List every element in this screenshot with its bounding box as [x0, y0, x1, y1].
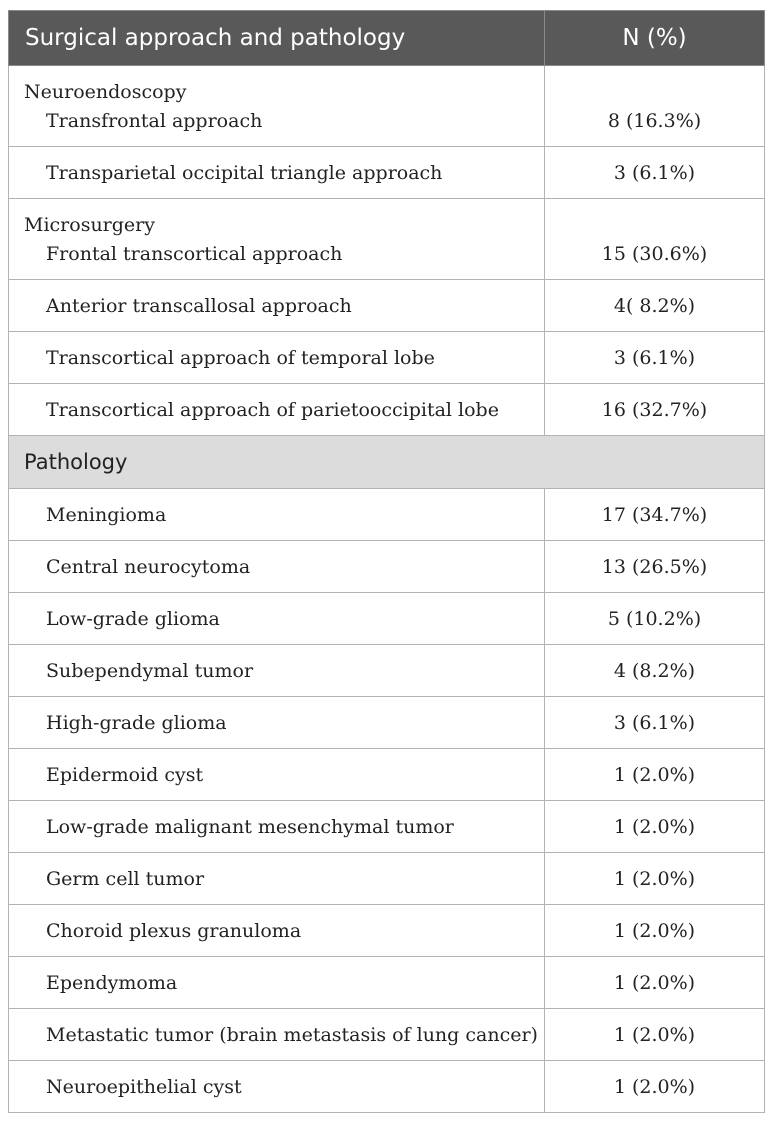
row-value: 1 (2.0%) — [545, 905, 765, 957]
table-row — [9, 489, 765, 541]
row-label: Subependymal tumor — [9, 645, 545, 697]
row-value: 17 (34.7%) — [545, 489, 765, 541]
table-row — [9, 697, 765, 749]
row-label: Transfrontal approach — [46, 110, 263, 132]
table-row — [9, 749, 765, 801]
table-row — [9, 384, 765, 436]
table-row — [9, 541, 765, 593]
row-label: Low-grade glioma — [9, 593, 545, 645]
table-row — [9, 905, 765, 957]
row-value: 4( 8.2%) — [545, 280, 765, 332]
table-row — [9, 147, 765, 199]
row-value: 8 (16.3%) — [607, 110, 702, 132]
row-label: Frontal transcortical approach — [46, 243, 343, 265]
section-row-pathology — [9, 436, 765, 489]
row-value: 13 (26.5%) — [545, 541, 765, 593]
row-value: 5 (10.2%) — [545, 593, 765, 645]
section-label-pathology: Pathology — [9, 436, 765, 489]
row-label: Germ cell tumor — [9, 853, 545, 905]
row-value: 15 (30.6%) — [601, 243, 708, 265]
group-cell — [9, 66, 545, 147]
table-row — [9, 593, 765, 645]
table-row — [9, 645, 765, 697]
row-label: Central neurocytoma — [9, 541, 545, 593]
row-value: 3 (6.1%) — [545, 147, 765, 199]
group-row-neuroendoscopy — [9, 66, 765, 147]
row-label: Anterior transcallosal approach — [9, 280, 545, 332]
group-cell — [9, 199, 545, 280]
row-value: 3 (6.1%) — [545, 332, 765, 384]
table-row — [9, 801, 765, 853]
table-row — [9, 1061, 765, 1113]
row-value: 3 (6.1%) — [545, 697, 765, 749]
row-label: Ependymoma — [9, 957, 545, 1009]
table-row — [9, 1009, 765, 1061]
row-value: 1 (2.0%) — [545, 853, 765, 905]
row-value: 4 (8.2%) — [545, 645, 765, 697]
table-header-row — [9, 11, 765, 66]
row-value: 1 (2.0%) — [545, 957, 765, 1009]
table-row — [9, 332, 765, 384]
header-n-percent: N (%) — [545, 11, 765, 66]
row-value: 1 (2.0%) — [545, 1061, 765, 1113]
pathology-rows — [9, 489, 765, 1113]
row-label: Choroid plexus granuloma — [9, 905, 545, 957]
group-label-neuroendoscopy: Neuroendoscopy — [24, 81, 187, 103]
row-label: Neuroepithelial cyst — [9, 1061, 545, 1113]
table-row — [9, 957, 765, 1009]
group-label-microsurgery: Microsurgery — [24, 214, 155, 236]
row-value: 1 (2.0%) — [545, 749, 765, 801]
row-label: Transcortical approach of temporal lobe — [9, 332, 545, 384]
row-label: Metastatic tumor (brain metastasis of lung cancer) — [9, 1009, 545, 1061]
header-approach-pathology: Surgical approach and pathology — [9, 11, 545, 66]
row-value: 1 (2.0%) — [545, 1009, 765, 1061]
row-label: Meningioma — [9, 489, 545, 541]
row-label: High-grade glioma — [9, 697, 545, 749]
row-label: Epidermoid cyst — [9, 749, 545, 801]
row-value: 1 (2.0%) — [545, 801, 765, 853]
value-cell — [545, 199, 765, 280]
row-value: 16 (32.7%) — [545, 384, 765, 436]
table-row — [9, 280, 765, 332]
row-label: Transparietal occipital triangle approach — [9, 147, 545, 199]
row-label: Low-grade malignant mesenchymal tumor — [9, 801, 545, 853]
value-cell — [545, 66, 765, 147]
row-label: Transcortical approach of parietooccipital lobe — [9, 384, 545, 436]
group-row-microsurgery — [9, 199, 765, 280]
surgery-pathology-table — [8, 10, 765, 1113]
table-row — [9, 853, 765, 905]
